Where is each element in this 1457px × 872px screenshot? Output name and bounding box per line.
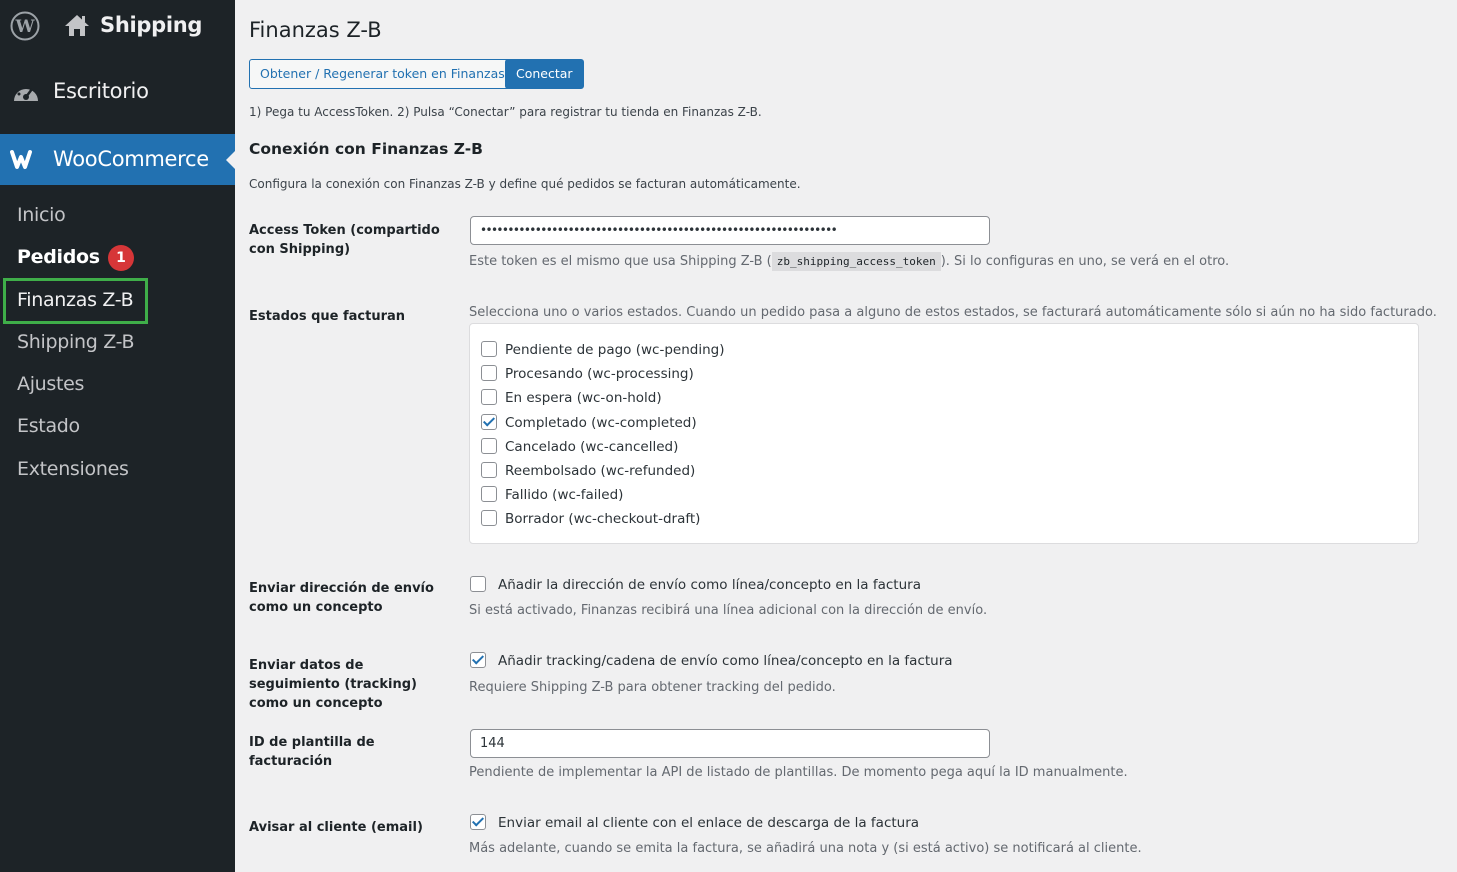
checkbox-label: Cancelado (wc-cancelled) xyxy=(505,439,679,455)
tracking-label: Enviar datos de seguimiento (tracking) como un concepto xyxy=(249,658,417,711)
template-id-label: ID de plantilla de facturación xyxy=(249,735,375,769)
orders-count-badge: 1 xyxy=(108,245,134,271)
tracking-help: Requiere Shipping Z-B para obtener tracking del pedido. xyxy=(469,680,836,695)
template-id-help: Pendiente de implementar la API de listado de plantillas. De momento pega aquí la ID manualmente. xyxy=(469,765,1128,780)
submenu-item-inicio[interactable]: Inicio xyxy=(17,204,66,226)
state-option[interactable] xyxy=(481,414,697,434)
section-title: Conexión con Finanzas Z-B xyxy=(249,140,483,158)
section-description: Configura la conexión con Finanzas Z-B y define qué pedidos se facturan automáticamente. xyxy=(249,177,801,191)
tracking-option[interactable] xyxy=(470,652,953,669)
help-text: ). Si lo configuras en uno, se verá en el otro. xyxy=(940,254,1230,269)
wordpress-logo-icon[interactable] xyxy=(10,11,40,41)
submenu-item-shipping-zb[interactable]: Shipping Z-B xyxy=(17,331,135,353)
state-option[interactable] xyxy=(481,486,623,506)
woocommerce-icon xyxy=(10,148,44,170)
checkbox-label: Completado (wc-completed) xyxy=(505,415,697,431)
instructions-text: 1) Pega tu AccessToken. 2) Pulsa “Conectar” para registrar tu tienda en Finanzas Z-B. xyxy=(249,105,762,119)
submenu-item-pedidos[interactable] xyxy=(17,245,134,271)
checkbox[interactable] xyxy=(481,510,497,526)
shipping-address-option[interactable] xyxy=(470,576,921,593)
token-option-code: zb_shipping_access_token xyxy=(772,252,941,271)
checkbox[interactable] xyxy=(481,462,497,478)
state-option[interactable] xyxy=(481,365,694,385)
admin-sidebar xyxy=(0,0,235,872)
notify-customer-option[interactable] xyxy=(470,814,919,831)
site-name-link[interactable]: Shipping xyxy=(100,13,203,37)
sidebar-item-label: Escritorio xyxy=(53,79,149,103)
submenu-item-finanzas-zb[interactable]: Finanzas Z-B xyxy=(17,289,134,311)
checkbox-label: Añadir la dirección de envío como línea/concepto en la factura xyxy=(498,577,921,593)
submenu-item-extensiones[interactable]: Extensiones xyxy=(17,458,129,480)
sidebar-item-dashboard[interactable] xyxy=(0,66,235,118)
admin-bar xyxy=(0,0,235,52)
checkbox-checked[interactable] xyxy=(470,814,486,830)
notify-customer-help: Más adelante, cuando se emita la factura, se añadirá una nota y (si está activo) se notificará al cliente. xyxy=(469,841,1142,856)
home-icon xyxy=(64,13,90,37)
access-token-input[interactable]: ••••••••••••••••••••••••••••••••••••••••••••••••••••••••••••••••• xyxy=(470,216,990,245)
checkbox-label: Reembolsado (wc-refunded) xyxy=(505,463,696,479)
checkbox[interactable] xyxy=(470,576,486,592)
state-option[interactable] xyxy=(481,510,700,530)
page-title: Finanzas Z-B xyxy=(249,18,382,42)
regenerate-token-button[interactable]: Obtener / Regenerar token en Finanzas xyxy=(249,59,516,89)
submenu-item-estado[interactable]: Estado xyxy=(17,415,80,437)
state-option[interactable] xyxy=(481,389,662,409)
template-id-input[interactable]: 144 xyxy=(470,729,990,758)
svg-text:W: W xyxy=(15,17,35,37)
dashboard-gauge-icon xyxy=(12,79,40,105)
help-text: Este token es el mismo que usa Shipping Z-B ( xyxy=(469,254,772,269)
states-help: Selecciona uno o varios estados. Cuando un pedido pasa a alguno de estos estados, se facturará automáticamente sólo si aún no ha sido facturado. xyxy=(469,305,1437,320)
submenu-item-ajustes[interactable]: Ajustes xyxy=(17,373,85,395)
connect-button[interactable]: Conectar xyxy=(505,59,584,89)
notify-customer-label: Avisar al cliente (email) xyxy=(249,820,423,835)
checkbox[interactable] xyxy=(481,365,497,381)
checkbox[interactable] xyxy=(481,341,497,357)
state-option[interactable] xyxy=(481,438,678,458)
checkbox-label: Añadir tracking/cadena de envío como línea/concepto en la factura xyxy=(498,653,953,669)
checkbox-label: Procesando (wc-processing) xyxy=(505,366,694,382)
checkbox-label: En espera (wc-on-hold) xyxy=(505,390,662,406)
submenu-item-label: Pedidos xyxy=(17,246,100,268)
checkbox-label: Fallido (wc-failed) xyxy=(505,487,624,503)
checkbox[interactable] xyxy=(481,486,497,502)
highlight-annotation-box xyxy=(3,278,148,324)
shipping-address-help: Si está activado, Finanzas recibirá una línea adicional con la dirección de envío. xyxy=(469,603,988,618)
checkbox-checked[interactable] xyxy=(481,414,497,430)
shipping-address-label: Enviar dirección de envío como un concepto xyxy=(249,581,434,615)
sidebar-item-label: WooCommerce xyxy=(53,147,209,171)
state-option[interactable] xyxy=(481,341,724,361)
checkbox-checked[interactable] xyxy=(470,652,486,668)
checkbox[interactable] xyxy=(481,438,497,454)
checkbox-label: Enviar email al cliente con el enlace de descarga de la factura xyxy=(498,815,920,831)
states-checkbox-list xyxy=(469,323,1419,544)
access-token-label: Access Token (compartido con Shipping) xyxy=(249,223,440,257)
checkbox-label: Pendiente de pago (wc-pending) xyxy=(505,342,725,358)
sidebar-item-woocommerce[interactable] xyxy=(0,134,235,185)
access-token-help xyxy=(469,254,1229,269)
state-option[interactable] xyxy=(481,462,695,482)
states-label: Estados que facturan xyxy=(249,309,406,324)
checkbox[interactable] xyxy=(481,389,497,405)
checkbox-label: Borrador (wc-checkout-draft) xyxy=(505,511,701,527)
current-menu-arrow-icon xyxy=(226,151,235,169)
